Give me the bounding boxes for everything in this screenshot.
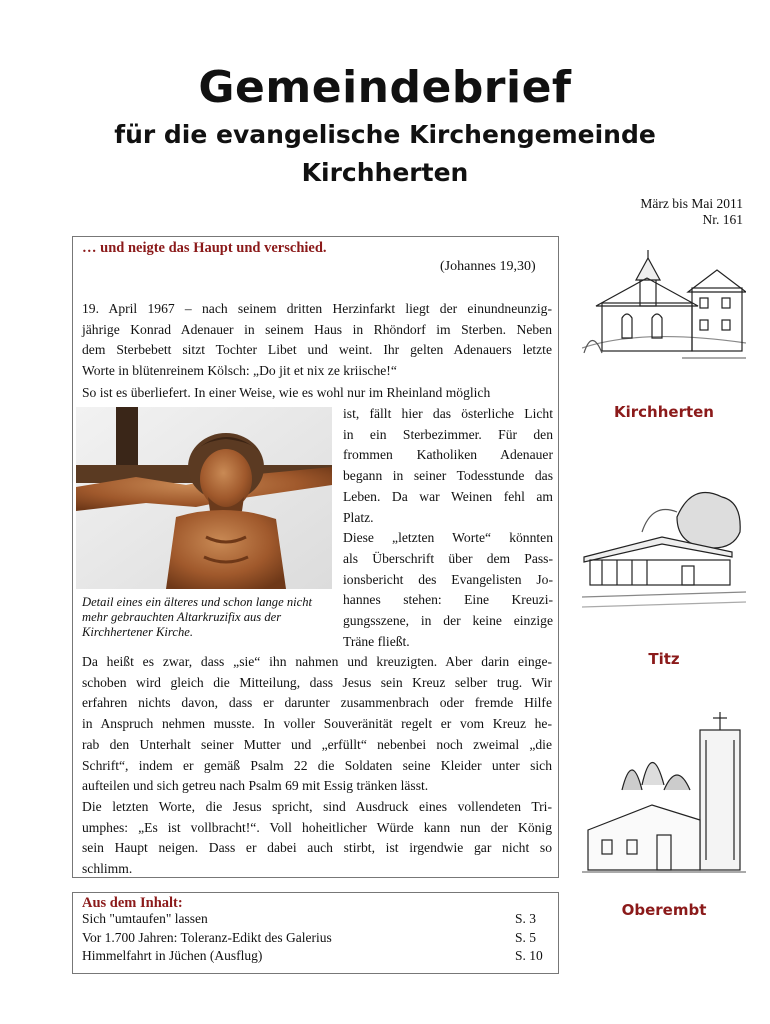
text-line: jährige Konrad Adenauer in seinem Haus in Rhöndorf im Sterben. Neben [82,321,552,337]
text-line: begann in seiner Todesstunde das [343,468,553,484]
toc-item-page: S. 10 [515,948,543,963]
toc-item [82,911,548,929]
text-line: aufteilen und sich getreu nach Psalm 69 mit Essig tränken lässt. [82,778,429,794]
text-line: rab den Unterhalt seiner Mutter und „erfüllt“ nebenbei noch zweimal „die [82,736,552,752]
toc-item-title: Vor 1.700 Jahren: Toleranz-Edikt des Galerius [82,930,332,945]
text-line: sein Haupt neigen. Dass er dabei auch stirbt, ist irgendwie gar nicht so [82,840,552,856]
toc-item-page: S. 3 [515,911,537,926]
text-line: frommen Katholiken Adenauer [343,447,553,463]
text-line: 19. April 1967 – nach seinem dritten Herzinfarkt liegt der einundneunzig- [82,301,552,316]
text-line: als Überschrift über dem Pass- [343,550,553,566]
text-line: So ist es überliefert. In einer Weise, wie es wohl nur im Rheinland möglich [82,385,491,400]
photo-caption: Detail eines ein älteres und schon lange nicht mehr gebrauchten Altarkruzifix aus der Kirchhertener Kirche. [82,595,313,639]
issue-period: März bis Mai 2011 [640,196,743,211]
church-drawing-icon [582,462,746,620]
text-line: schoben wird gleich die Mitteilung, dass Jesus sein Kreuz selber trug. Wir [82,674,552,690]
subtitle-line-1: für die evangelische Kirchengemeinde [114,120,656,149]
article-paragraph-2-start [82,383,552,404]
church-label-kirchherten: Kirchherten [613,403,714,421]
text-line: ionsbericht des Evangelisten Jo- [343,571,553,587]
text-line: dem Sterbebett sitzt Tochter Libet und weint. Ihr gelten Adenauers letzte [82,342,552,358]
text-line: gungsszene, in der keine einzige [343,613,553,629]
text-line: Platz. [343,509,374,525]
article-paragraph-1 [82,299,552,382]
text-line: Die letzten Worte, die Jesus spricht, sind Ausdruck eines vollendeten Tri- [82,798,552,814]
church-drawing-icon [582,248,746,380]
text-line: erfahren nichts davon, dass er darunter zusammenbrach oder fremde Hilfe [82,695,552,711]
page-title: Gemeindebrief [198,62,572,113]
subtitle-line-2: Kirchherten [301,158,469,187]
toc-item [82,948,548,966]
article-source: (Johannes 19,30) [440,259,536,274]
text-line: in ein Sterbezimmer. Für den [343,426,553,442]
church-label-oberembt: Oberembt [621,901,707,919]
text-line: Leben. Da war Weinen fehl am [343,488,553,504]
text-line: Worte in blütenreinem Kölsch: „Do jit et nix ze kriische!“ [82,363,397,379]
article-column [343,404,553,652]
text-line: Da heißt es zwar, dass „sie“ ihn nahmen und kreuzigten. Aber darin einge- [82,654,552,669]
text-line: ist, fällt hier das österliche Licht [343,406,553,421]
article-heading: … und neigte das Haupt und verschied. [82,240,327,256]
text-line: hannes stehen: Eine Kreuzi- [343,592,553,608]
toc-item [82,930,548,948]
text-line: umphes: „Es ist vollbracht!“. Voll hoheitlicher Würde kann nun der König [82,819,552,835]
article-paragraph-3 [82,652,552,880]
toc-heading: Aus dem Inhalt: [82,895,183,911]
toc-item-page: S. 5 [515,930,537,945]
church-label-titz: Titz [648,650,680,668]
text-line: schlimm. [82,861,133,877]
toc-item-title: Sich "umtaufen" lassen [82,911,208,926]
text-line: Träne fließt. [343,633,410,649]
church-drawing-icon [582,700,746,875]
text-line: Schrift“, indem er gemäß Psalm 22 die Soldaten seine Kleider unter sich [82,757,552,773]
issue-info [640,196,743,228]
text-line: in Anspruch nehmen musste. In voller Souveränität regelt er vom Kreuz he- [82,716,552,732]
toc-item-title: Himmelfahrt in Jüchen (Ausflug) [82,948,263,963]
crucifix-photo [76,407,332,589]
issue-number: Nr. 161 [702,212,743,227]
text-line: Diese „letzten Worte“ könnten [343,530,553,546]
